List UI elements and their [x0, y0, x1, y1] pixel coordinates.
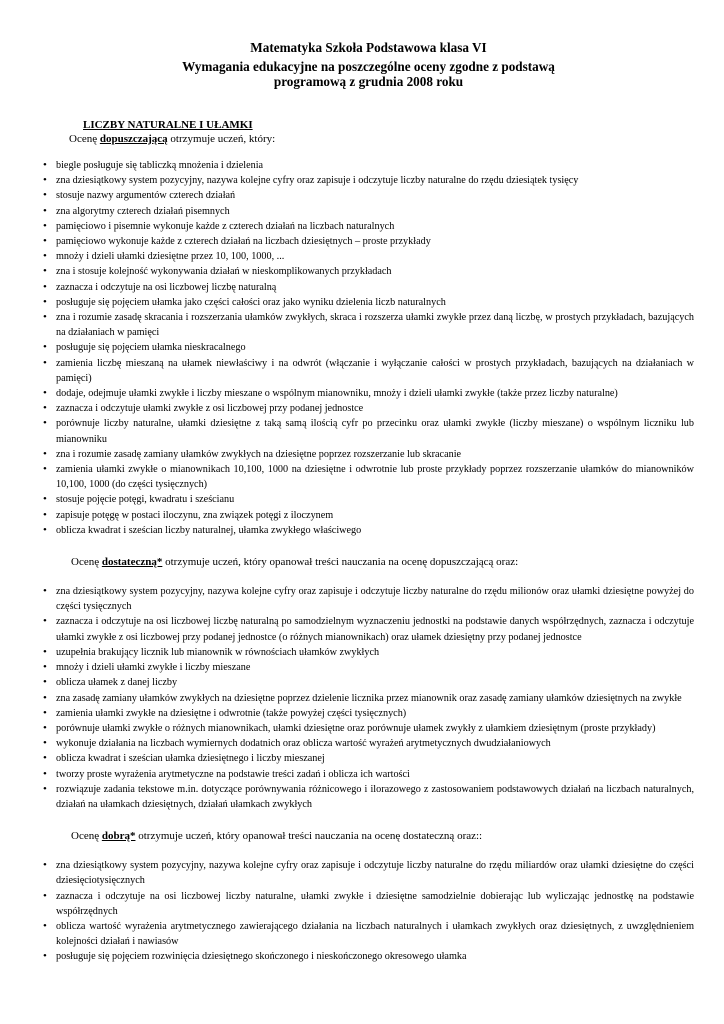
list-item: • uzupełnia brakujący licznik lub mianownik w równościach ułamków zwykłych [43, 645, 694, 660]
document-title: Matematyka Szkoła Podstawowa klasa VI [250, 40, 487, 55]
list-item: • zaznacza i odczytuje na osi liczbowej liczbę naturalną [43, 280, 694, 295]
list-item: • zna dziesiątkowy system pozycyjny, nazywa kolejne cyfry oraz zapisuje i odczytuje liczby naturalne do rzędu milionów oraz ułamki dziesiętne powyżej do części tysięcznych [43, 584, 694, 614]
list-item: • tworzy proste wyrażenia arytmetyczne na podstawie treści zadań i oblicza ich wartości [43, 767, 694, 782]
list-item: • wykonuje działania na liczbach wymiernych dodatnich oraz oblicza wartość wyrażeń arytmetycznych dwudziałaniowych [43, 736, 694, 751]
requirements-list-dobra [43, 858, 694, 964]
list-item: • zamienia ułamki zwykłe na dziesiętne i odwrotnie (także powyżej części tysięcznych) [43, 706, 694, 721]
grade-intro-prefix: Ocenę [71, 830, 102, 843]
list-item: • oblicza wartość wyrażenia arytmetycznego zawierającego działania na liczbach naturalnych i ułamkach zwykłych oraz dziesiętnych, z uwzględnieniem kolejności działań i nawiasów [43, 919, 694, 949]
list-item: • pamięciowo i pisemnie wykonuje każde z czterech działań na liczbach naturalnych [43, 219, 694, 234]
grade-intro-suffix: otrzymuje uczeń, który opanował treści nauczania na ocenę dostateczną oraz:: [135, 830, 483, 843]
grade-name: dostateczną* [101, 556, 163, 569]
list-item: • oblicza ułamek z danej liczby [43, 675, 694, 690]
grade-intro-prefix: Ocenę [69, 133, 100, 145]
list-item: • pamięciowo wykonuje każde z czterech działań na liczbach dziesiętnych – proste przykłady [43, 234, 694, 249]
document-subtitle-line-2: programową z grudnia 2008 roku [273, 74, 464, 89]
list-item: • oblicza kwadrat i sześcian liczby naturalnej, ułamka zwykłego właściwego [43, 523, 694, 538]
list-item: • stosuje nazwy argumentów czterech działań [43, 188, 694, 203]
list-item: • zaznacza i odczytuje na osi liczbowej liczbę naturalną po samodzielnym wyznaczeniu jednostki na podstawie danych współrzędnych, zaznacza i odczytuje ułamki zwykłe z osi liczbowej przy podanej jednostce (o różnych mianownikach) oraz ułamek dziesiętny przy podanej jednostce [43, 614, 694, 644]
list-item: • zna zasadę zamiany ułamków zwykłych na dziesiętne poprzez dzielenie licznika przez mianownik oraz zasadę zamiany ułamków dziesiętnych na zwykłe [43, 691, 694, 706]
list-item: • mnoży i dzieli ułamki zwykłe i liczby mieszane [43, 660, 694, 675]
list-item: • zna i rozumie zasadę skracania i rozszerzania ułamków zwykłych, skraca i rozszerza ułamki zwykłe przez daną liczbę, w prostych przykładach, bazujących na działaniach w pamięci [43, 310, 694, 340]
list-item: • zna i stosuje kolejność wykonywania działań w nieskomplikowanych przykładach [43, 264, 694, 279]
list-item: • zamienia liczbę mieszaną na ułamek niewłaściwy i na odwrót (włączanie i wyłączanie całości w prostych przykładach, bazujących na działaniach w pamięci) [43, 356, 694, 386]
list-item: • stosuje pojęcie potęgi, kwadratu i sześcianu [43, 492, 694, 507]
grade-intro-dopuszczajaca [69, 133, 694, 146]
list-item: • porównuje ułamki zwykłe o różnych mianownikach, ułamki dziesiętne oraz porównuje ułamek zwykły z ułamkiem dziesiętnym (proste przykłady) [43, 721, 694, 736]
requirements-list-dostateczna [43, 584, 694, 812]
requirements-list-dopuszczajaca [43, 158, 694, 538]
grade-intro-prefix: Ocenę [71, 556, 102, 569]
list-item: • zaznacza i odczytuje na osi liczbowej liczby naturalne, ułamki zwykłe i dziesiętne samodzielnie dobierając lub wyliczając jednostkę na podstawie współrzędnych [43, 889, 694, 919]
list-item: • dodaje, odejmuje ułamki zwykłe i liczby mieszane o wspólnym mianowniku, mnoży i dzieli ułamki zwykłe (także przez liczby naturalne) [43, 386, 694, 401]
list-item: • posługuje się pojęciem ułamka jako części całości oraz jako wyniku dzielenia liczb naturalnych [43, 295, 694, 310]
list-item: • zna algorytmy czterech działań pisemnych [43, 204, 694, 219]
list-item: • zna dziesiątkowy system pozycyjny, nazywa kolejne cyfry oraz zapisuje i odczytuje liczby naturalne do rzędu dziesiątek tysięcy [43, 173, 694, 188]
list-item: • zapisuje potęgę w postaci iloczynu, zna związek potęgi z iloczynem [43, 508, 694, 523]
grade-name: dopuszczającą [99, 133, 168, 145]
list-item: • zna dziesiątkowy system pozycyjny, nazywa kolejne cyfry oraz zapisuje i odczytuje liczby naturalne do rzędu miliardów oraz ułamki dziesiętne do części dziesięciotysięcznych [43, 858, 694, 888]
grade-intro-dobra [71, 830, 694, 843]
grade-name: dobrą* [101, 830, 136, 843]
list-item: • zamienia ułamki zwykłe o mianownikach 10,100, 1000 na dziesiętne i odwrotnie lub proste przykłady poprzez rozszerzanie ułamków do mianowników 10,100, 1000 (do części tysięcznych) [43, 462, 694, 492]
list-item: • porównuje liczby naturalne, ułamki dziesiętne z taką samą ilością cyfr po przecinku oraz ułamki zwykłe (liczby mieszane) o wspólnym liczniku lub mianowniku [43, 416, 694, 446]
section-title: LICZBY NATURALNE I UŁAMKI [83, 119, 253, 131]
document-subtitle-line-1: Wymagania edukacyjne na poszczególne oceny zgodne z podstawą [182, 59, 555, 74]
grade-intro-suffix: otrzymuje uczeń, który opanował treści nauczania na ocenę dopuszczającą oraz: [162, 556, 519, 569]
list-item: • zna i rozumie zasadę zamiany ułamków zwykłych na dziesiętne poprzez rozszerzanie lub skracanie [43, 447, 694, 462]
list-item: • zaznacza i odczytuje ułamki zwykłe z osi liczbowej przy podanej jednostce [43, 401, 694, 416]
list-item: • rozwiązuje zadania tekstowe m.in. dotyczące porównywania różnicowego i ilorazowego z zastosowaniem podstawowych działań na liczbach naturalnych, działań na ułamkach dziesiętnych, działań ułamkach zwykłych [43, 782, 694, 812]
grade-intro-suffix: otrzymuje uczeń, który: [167, 133, 276, 145]
list-item: • mnoży i dzieli ułamki dziesiętne przez 10, 100, 1000, ... [43, 249, 694, 264]
list-item: • biegle posługuje się tabliczką mnożenia i dzielenia [43, 158, 694, 173]
list-item: • oblicza kwadrat i sześcian ułamka dziesiętnego i liczby mieszanej [43, 751, 694, 766]
list-item: • posługuje się pojęciem ułamka nieskracalnego [43, 340, 694, 355]
grade-intro-dostateczna [71, 556, 694, 569]
list-item: • posługuje się pojęciem rozwinięcia dziesiętnego skończonego i nieskończonego okresowego ułamka [43, 949, 694, 964]
